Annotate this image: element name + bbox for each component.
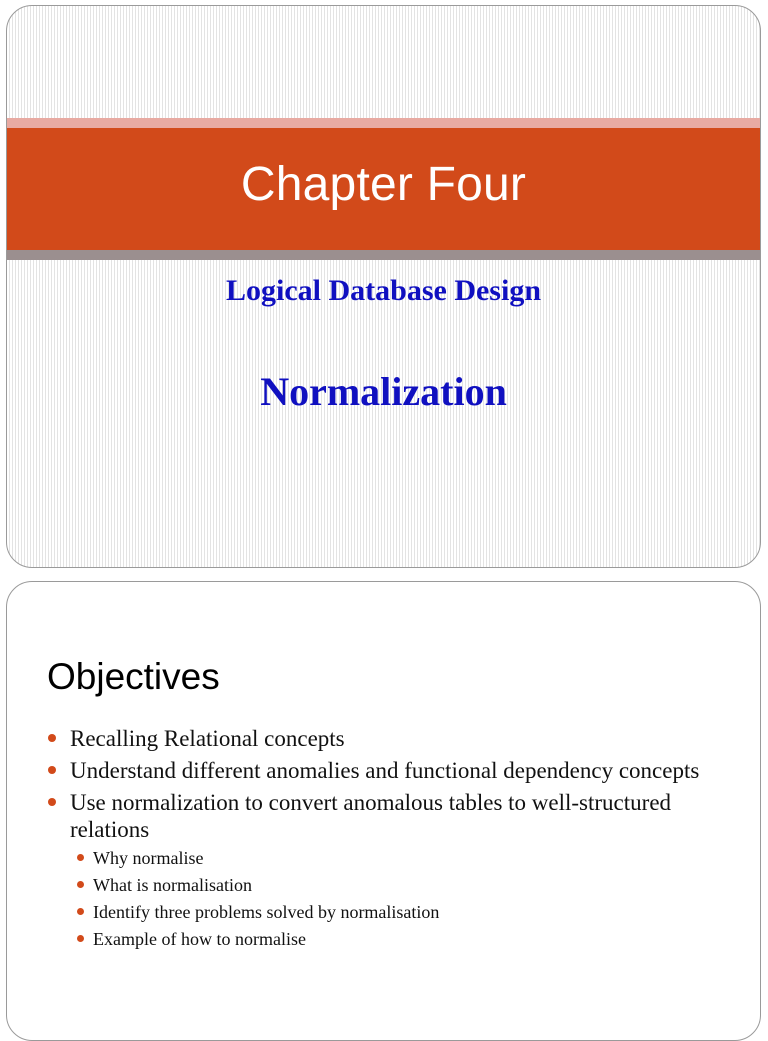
- objective-sub-item: Example of how to normalise: [70, 928, 737, 950]
- slide-subtitle: Logical Database Design: [226, 274, 541, 307]
- objectives-slide: [6, 581, 761, 1041]
- objective-sub-item: Why normalise: [70, 847, 737, 869]
- objective-item: Understand different anomalies and functional dependency concepts: [47, 757, 737, 784]
- objective-item: Recalling Relational concepts: [47, 725, 737, 752]
- title-band: [7, 128, 760, 250]
- objective-item: [47, 789, 737, 950]
- title-band-top-stripe: [7, 118, 760, 128]
- title-band-bottom-stripe: [7, 250, 760, 260]
- objectives-heading: Objectives: [47, 656, 220, 697]
- slide-topic: Normalization: [260, 369, 507, 414]
- objectives-list: [47, 725, 737, 955]
- objective-sub-list: [70, 847, 737, 950]
- objective-sub-item: Identify three problems solved by normalisation: [70, 901, 737, 923]
- chapter-title: Chapter Four: [240, 157, 527, 211]
- title-slide: [6, 5, 761, 568]
- objective-item-text: Use normalization to convert anomalous tables to well-structured relations: [70, 790, 672, 842]
- objective-sub-item: What is normalisation: [70, 874, 737, 896]
